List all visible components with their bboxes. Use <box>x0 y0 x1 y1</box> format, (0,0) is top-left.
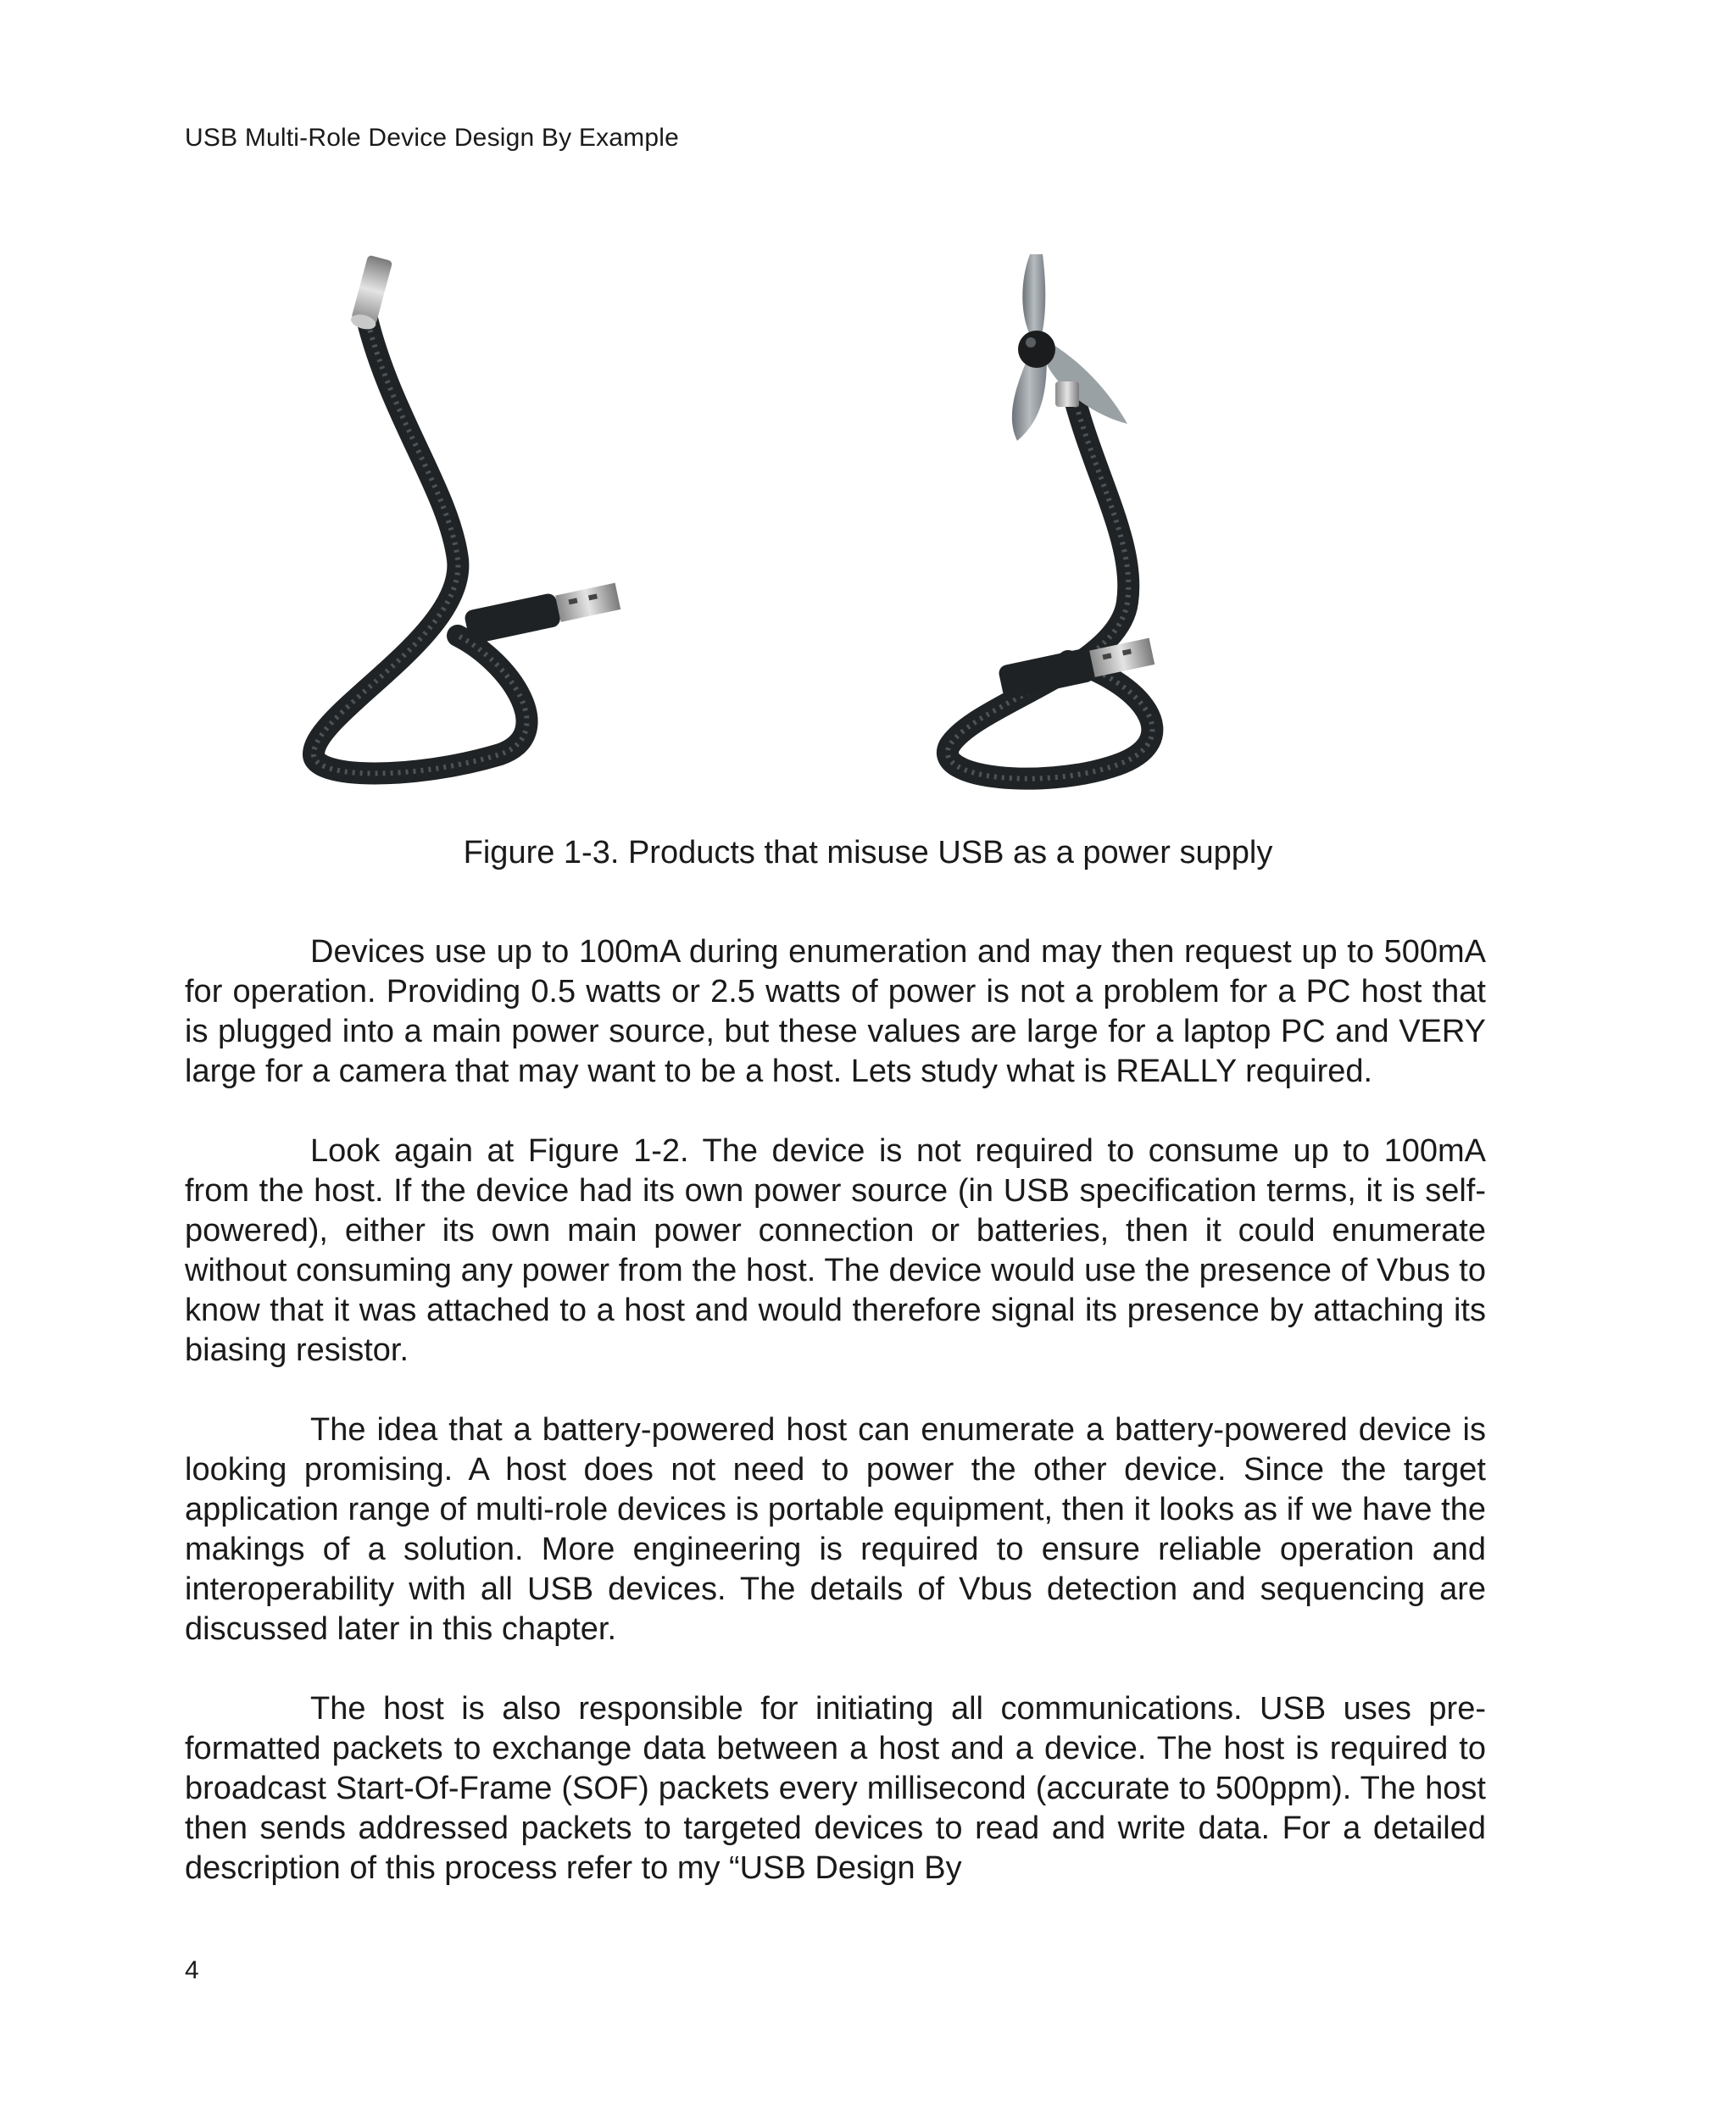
figure-usb-products <box>280 237 1449 797</box>
paragraph: Look again at Figure 1-2. The device is not required to consume up to 100mA from the host. If the device had its own power source (in USB specification terms, it is self-powered), either its own main power connection or batteries, then it could enumerate without consuming any power from the host. The device would use the presence of Vbus to know that it was attached to a host and would therefore signal its presence by attaching its biasing resistor. <box>185 1133 1486 1368</box>
usb-gooseneck-fan-icon <box>948 254 1155 779</box>
body-text <box>185 932 1486 1928</box>
usb-gooseneck-light-icon <box>314 255 621 774</box>
running-header: USB Multi-Role Device Design By Example <box>185 124 680 152</box>
figure-caption: Figure 1-3. Products that misuse USB as a power supply <box>463 835 1273 870</box>
paragraph: The host is also responsible for initiating all communications. USB uses pre-formatted packets to exchange data between a host and a device. The host is required to broadcast Start-Of-Frame (SOF) packets every millisecond (accurate to 500ppm). The host then sends addressed packets to targeted devices to read and write data. For a detailed description of this process refer to my “USB Design By <box>185 1691 1486 1886</box>
paragraph: The idea that a battery-powered host can enumerate a battery-powered device is looking promising. A host does not need to power the other device. Since the target application range of multi-role devices is portable equipment, then it looks as if we have the makings of a solution. More engineering is required to ensure reliable operation and interoperability with all USB devices. The details of Vbus detection and sequencing are discussed later in this chapter. <box>185 1412 1486 1647</box>
page-number: 4 <box>185 1956 199 1984</box>
paragraph: Devices use up to 100mA during enumeration and may then request up to 500mA for operation. Providing 0.5 watts or 2.5 watts of power is not a problem for a PC host that is plugged into a main power source, but these values are large for a laptop PC and VERY large for a camera that may want to be a host. Lets study what is REALLY required. <box>185 934 1486 1089</box>
